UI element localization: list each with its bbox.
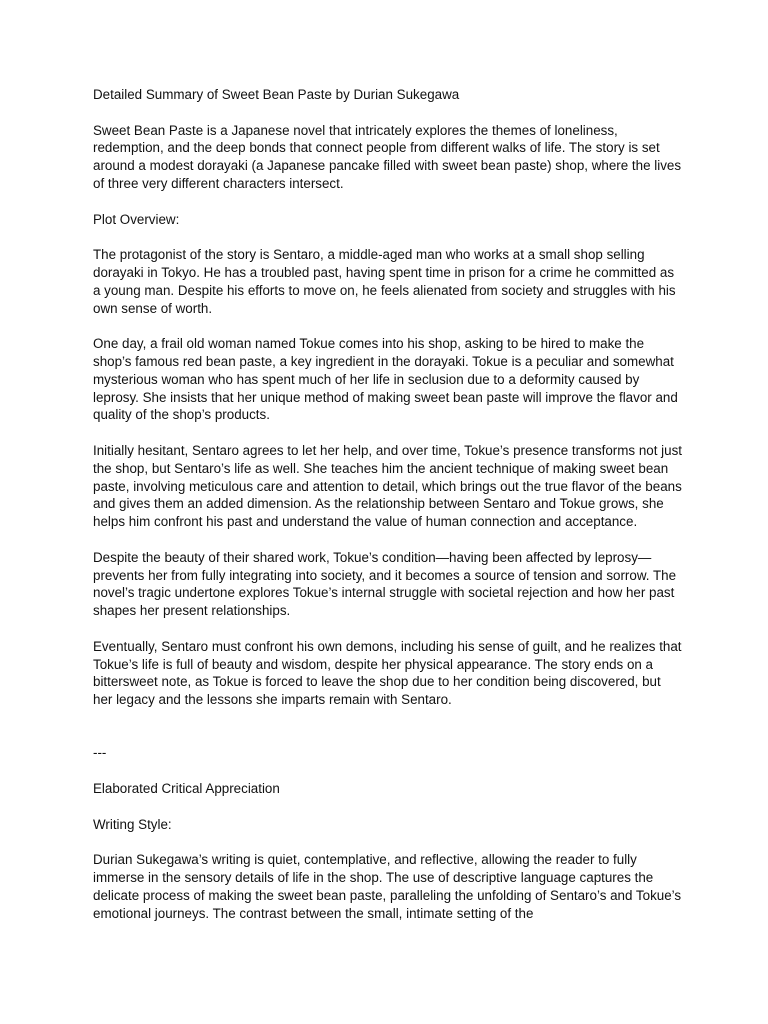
plot-overview-heading: Plot Overview: xyxy=(93,211,180,227)
plot-paragraph: Eventually, Sentaro must confront his own demons, including his sense of guilt, and he realizes that Tokue’s life is full of beauty and wisdom, despite her physical appearance. The story ends on a bittersweet note, as Tokue is forced to leave the shop due to her condition being discovered, but her legacy and the lessons she imparts remain with Sentaro. xyxy=(93,638,682,708)
writing-style-heading: Writing Style: xyxy=(93,816,172,832)
document-title: Detailed Summary of Sweet Bean Paste by Durian Sukegawa xyxy=(93,87,460,102)
document-body xyxy=(93,86,683,940)
plot-paragraph: Despite the beauty of their shared work, Tokue’s condition—having been affected by leprosy—prevents her from fully integrating into society, and it becomes a source of tension and sorrow. The novel’s tragic undertone explores Tokue’s internal struggle with societal rejection and how her past shapes her present relationships. xyxy=(93,549,677,619)
plot-paragraph: The protagonist of the story is Sentaro, a middle-aged man who works at a small shop selling dorayaki in Tokyo. He has a troubled past, having spent time in prison for a crime he committed as a young man. Despite his efforts to move on, he feels alienated from society and struggles with his own sense of worth. xyxy=(93,247,676,316)
plot-paragraph: One day, a frail old woman named Tokue comes into his shop, asking to be hired to make the shop’s famous red bean paste, a key ingredient in the dorayaki. Tokue is a peculiar and somewhat mysterious woman who has spent much of her life in seclusion due to a deformity caused by leprosy. She insists that her unique method of making sweet bean paste will improve the flavor and quality of the shop’s products. xyxy=(93,336,678,423)
plot-paragraph: Initially hesitant, Sentaro agrees to let her help, and over time, Tokue’s presence transforms not just the shop, but Sentaro’s life as well. She teaches him the ancient technique of making sweet bean paste, involving meticulous care and attention to detail, which brings out the true flavor of the beans and gives them an added dimension. As the relationship between Sentaro and Tokue grows, she helps him confront his past and understand the value of human connection and acceptance. xyxy=(93,442,683,530)
critical-appreciation-heading: Elaborated Critical Appreciation xyxy=(93,781,280,797)
intro-paragraph: Sweet Bean Paste is a Japanese novel that intricately explores the themes of loneliness, redemption, and the deep bonds that connect people from different walks of life. The story is set around a modest dorayaki (a Japanese pancake filled with sweet bean paste) shop, where the lives of three very different characters intersect. xyxy=(93,122,682,191)
writing-style-paragraph: Durian Sukegawa’s writing is quiet, contemplative, and reflective, allowing the reader to fully immerse in the sensory details of life in the shop. The use of descriptive language captures the delicate process of making the sweet bean paste, paralleling the unfolding of Sentaro’s and Tokue’s emotional journeys. The contrast between the small, intimate setting of the xyxy=(93,852,682,921)
section-separator: --- xyxy=(93,745,107,761)
